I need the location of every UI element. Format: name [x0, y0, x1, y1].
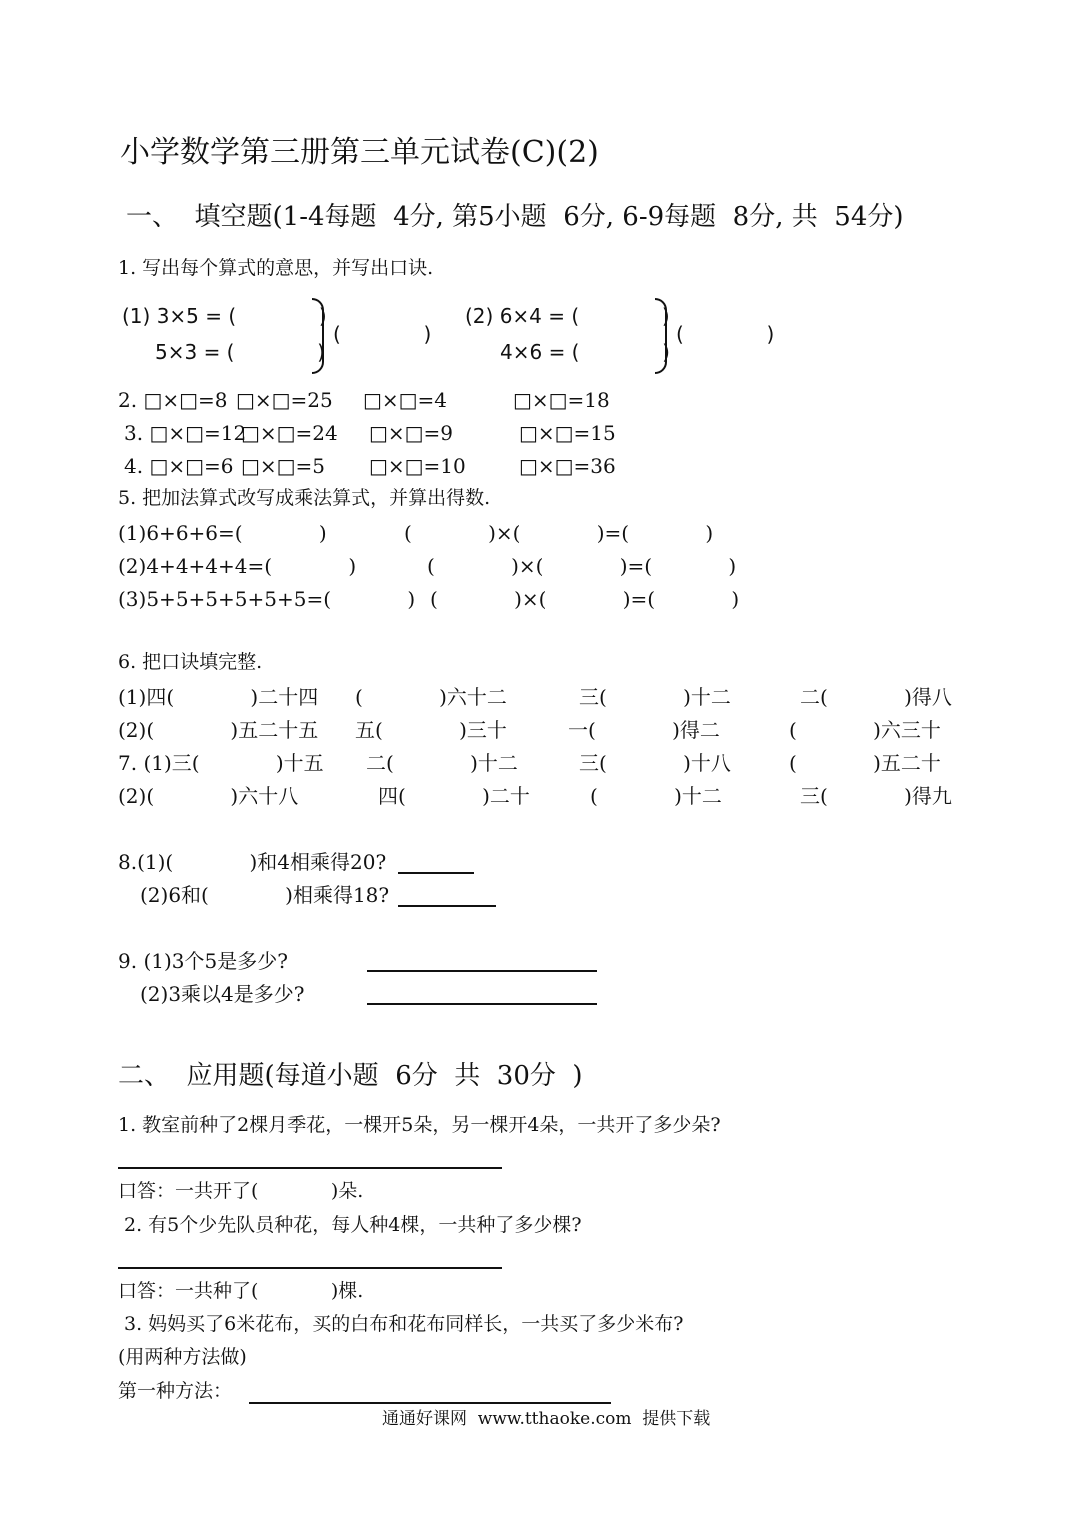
q7-cell: 四( )二十: [378, 784, 530, 808]
q7-cell: (2)( )六十八: [118, 784, 299, 808]
q8-line1: 8.(1)( )和4相乘得20?: [118, 850, 387, 874]
method1-label: 第一种方法：: [118, 1380, 233, 1402]
q9-line2: (2)3乘以4是多少?: [140, 982, 305, 1006]
s2-q2-oral-answer: 口答：一共种了( )棵.: [118, 1280, 364, 1302]
q6-cell: (2)( )五二十五: [118, 718, 319, 742]
q7-cell: ( )十二: [590, 784, 722, 808]
q6-cell: 五( )三十: [355, 718, 507, 742]
grid-cell: □×□=24: [241, 421, 338, 445]
q7-cell: 三( )十八: [579, 751, 731, 775]
page-title: 小学数学第三册第三单元试卷(C)(2): [120, 135, 599, 170]
q6-cell: ( )六三十: [789, 718, 941, 742]
q1-a2: 5×3 = ( ): [155, 340, 325, 364]
grid-cell: 2. □×□=8: [118, 388, 228, 412]
q6-cell: (1)四( )二十四: [118, 685, 319, 709]
q1-brace-1: [312, 298, 324, 374]
s2-q1-oral-answer: 口答：一共开了( )朵.: [118, 1180, 364, 1202]
q1-a3: ( ): [333, 322, 432, 346]
q6-cell: 三( )十二: [579, 685, 731, 709]
q1-b1: (2) 6×4 = ( ): [465, 304, 670, 328]
grid-cell: □×□=10: [369, 454, 466, 478]
q5-row3-left: (3)5+5+5+5+5+5=( ): [118, 587, 416, 611]
q5-row2-left: (2)4+4+4+4=( ): [118, 554, 357, 578]
q8-answer-line-1: [398, 872, 474, 874]
q6-cell: 一( )得二: [568, 718, 720, 742]
q6-cell: ( )六十二: [355, 685, 507, 709]
q5-row1-left: (1)6+6+6=( ): [118, 521, 327, 545]
q5-row1-right: ( )×( )=( ): [404, 521, 714, 545]
q6-text: 6. 把口诀填完整.: [118, 651, 263, 673]
q9-answer-line-2: [367, 1003, 597, 1005]
q9-line1: 9. (1)3个5是多少?: [118, 949, 288, 973]
grid-cell: □×□=5: [241, 454, 326, 478]
section2-heading: 二、 应用题(每道小题 6分 共 30分 ): [118, 1061, 583, 1091]
footer-source: 通通好课网 www.tthaoke.com 提供下载: [382, 1409, 711, 1429]
q9-answer-line-1: [367, 970, 597, 972]
q7-cell: 二( )十二: [366, 751, 518, 775]
grid-cell: □×□=4: [363, 388, 448, 412]
q8-answer-line-2: [398, 905, 496, 907]
s2-q3-note: (用两种方法做): [118, 1346, 247, 1368]
s2-q3-text: 3. 妈妈买了6米花布，买的白布和花布同样长，一共买了多少米布?: [124, 1313, 684, 1335]
q5-row2-right: ( )×( )=( ): [427, 554, 737, 578]
grid-cell: 3. □×□=12: [124, 421, 247, 445]
s2-q1-answer-line: [118, 1167, 502, 1169]
grid-cell: □×□=36: [519, 454, 616, 478]
q1-brace-2: [655, 298, 667, 374]
q7-cell: 三( )得九: [800, 784, 952, 808]
q1-b2: 4×6 = ( ): [500, 340, 670, 364]
grid-cell: □×□=18: [513, 388, 610, 412]
s2-q2-text: 2. 有5个少先队员种花，每人种4棵，一共种了多少棵?: [124, 1214, 582, 1236]
q1-b3: ( ): [676, 322, 775, 346]
section1-heading: 一、 填空题(1-4每题 4分, 第5小题 6分, 6-9每题 8分, 共 54分): [126, 202, 904, 232]
q8-line2: (2)6和( )相乘得18?: [140, 883, 390, 907]
q6-cell: 二( )得八: [800, 685, 952, 709]
grid-cell: 4. □×□=6: [124, 454, 234, 478]
s2-q1-text: 1. 教室前种了2棵月季花，一棵开5朵，另一棵开4朵，一共开了多少朵?: [118, 1114, 721, 1136]
q7-cell: 7. (1)三( )十五: [118, 751, 324, 775]
method1-answer-line: [249, 1402, 611, 1404]
q5-text: 5. 把加法算式改写成乘法算式，并算出得数.: [118, 487, 491, 509]
q7-cell: ( )五二十: [789, 751, 941, 775]
s2-q2-answer-line: [118, 1267, 502, 1269]
grid-cell: □×□=15: [519, 421, 616, 445]
q1-a1: (1) 3×5 = ( ): [122, 304, 327, 328]
grid-cell: □×□=25: [236, 388, 333, 412]
q5-row3-right: ( )×( )=( ): [430, 587, 740, 611]
q1-text: 1. 写出每个算式的意思，并写出口诀.: [118, 257, 434, 279]
grid-cell: □×□=9: [369, 421, 454, 445]
